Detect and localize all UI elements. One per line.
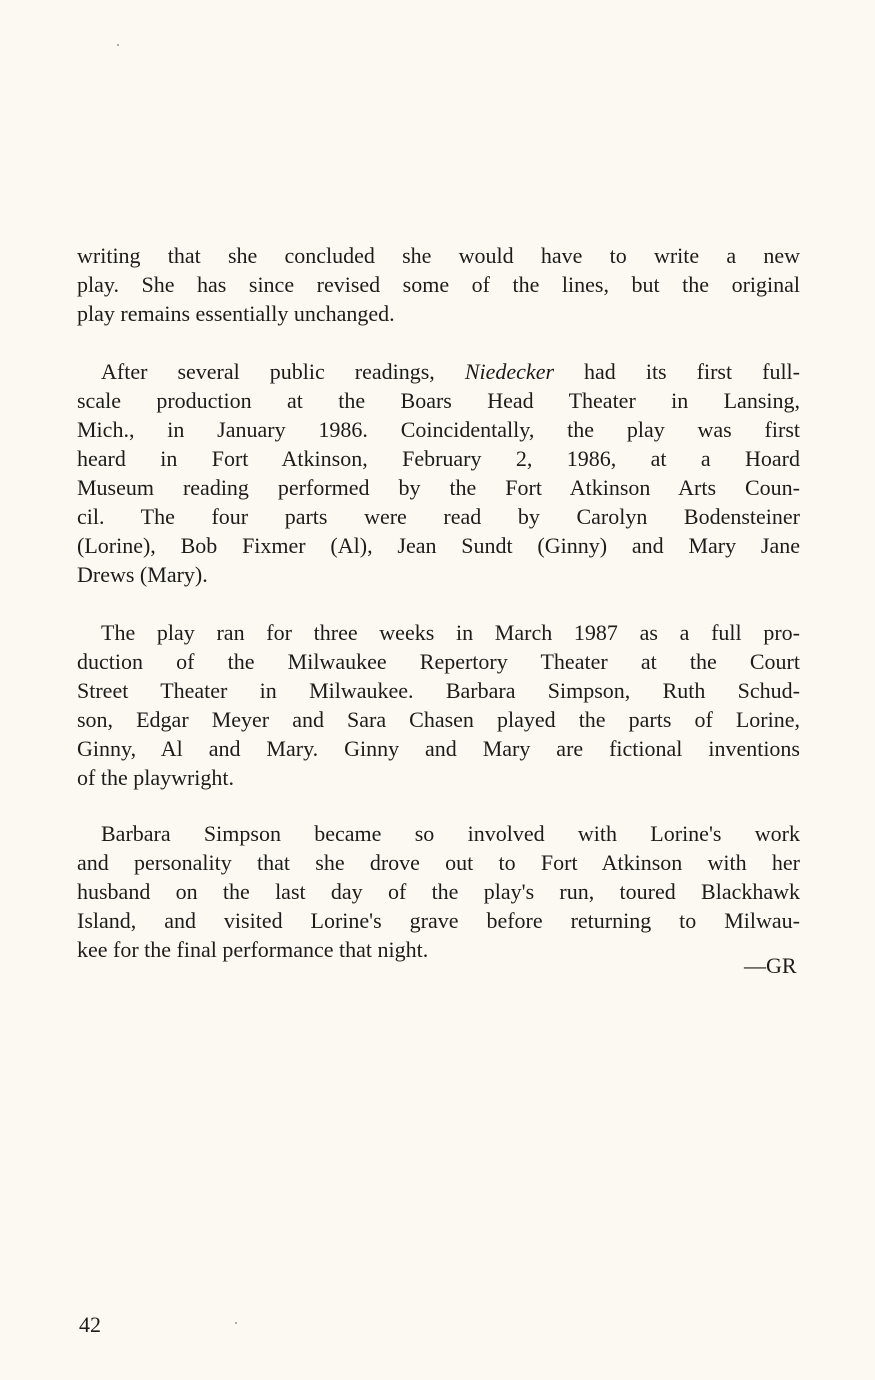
text-run: Mich., in January 1986. Coincidentally, the play was first xyxy=(77,417,800,442)
text-run: duction of the Milwaukee Repertory Theater at the Court xyxy=(77,649,800,674)
text-run: scale production at the Boars Head Theater in Lansing, xyxy=(77,388,800,413)
text-run: Barbara Simpson became so involved with Lorine's work xyxy=(101,821,800,846)
text-line xyxy=(77,299,800,328)
text-run: Island, and visited Lorine's grave before returning to Milwau- xyxy=(77,908,800,933)
text-run: (Lorine), Bob Fixmer (Al), Jean Sundt (Ginny) and Mary Jane xyxy=(77,533,800,558)
text-line xyxy=(77,734,800,763)
text-line xyxy=(77,618,800,647)
text-line xyxy=(77,444,800,473)
text-run: kee for the final performance that night. xyxy=(77,937,429,962)
text-run: Drews (Mary). xyxy=(77,562,208,587)
text-run: writing that she concluded she would have to write a new xyxy=(77,243,800,268)
text-run: play remains essentially unchanged. xyxy=(77,301,395,326)
text-run: Museum reading performed by the Fort Atkinson Arts Coun- xyxy=(77,475,800,500)
text-line xyxy=(77,819,800,848)
text-line xyxy=(77,473,800,502)
paragraph-1 xyxy=(77,241,800,328)
text-line xyxy=(77,848,800,877)
text-line xyxy=(77,763,800,792)
text-run: had its first full- xyxy=(554,359,800,384)
text-run: The play ran for three weeks in March 1987 as a full pro- xyxy=(101,620,800,645)
play-title-italic: Niedecker xyxy=(464,359,555,384)
paragraph-4 xyxy=(77,819,800,964)
text-line xyxy=(77,647,800,676)
text-line xyxy=(77,415,800,444)
text-line xyxy=(77,935,800,964)
page-number: 42 xyxy=(79,1312,101,1337)
text-line xyxy=(77,357,800,386)
paper-speck xyxy=(235,1322,237,1324)
text-run: Street Theater in Milwaukee. Barbara Simpson, Ruth Schud- xyxy=(77,678,800,703)
paper-speck xyxy=(117,44,119,46)
text-line xyxy=(77,676,800,705)
text-run: Ginny, Al and Mary. Ginny and Mary are fictional inventions xyxy=(77,736,800,761)
text-line xyxy=(77,560,800,589)
text-line xyxy=(77,502,800,531)
text-line xyxy=(77,877,800,906)
text-line xyxy=(77,906,800,935)
text-run: and personality that she drove out to Fort Atkinson with her xyxy=(77,850,800,875)
text-line xyxy=(77,705,800,734)
paragraph-2 xyxy=(77,357,800,589)
text-run: heard in Fort Atkinson, February 2, 1986, at a Hoard xyxy=(77,446,800,471)
text-line xyxy=(77,386,800,415)
text-line xyxy=(77,531,800,560)
paragraph-3 xyxy=(77,618,800,792)
text-run: cil. The four parts were read by Carolyn Bodensteiner xyxy=(77,504,800,529)
text-line xyxy=(77,270,800,299)
text-run: husband on the last day of the play's run, toured Blackhawk xyxy=(77,879,800,904)
text-line xyxy=(77,241,800,270)
text-run: After several public readings, xyxy=(101,359,465,384)
text-run: of the playwright. xyxy=(77,765,235,790)
text-run: son, Edgar Meyer and Sara Chasen played the parts of Lorine, xyxy=(77,707,800,732)
text-run: play. She has since revised some of the lines, but the original xyxy=(77,272,800,297)
author-signature: —GR xyxy=(744,953,797,978)
